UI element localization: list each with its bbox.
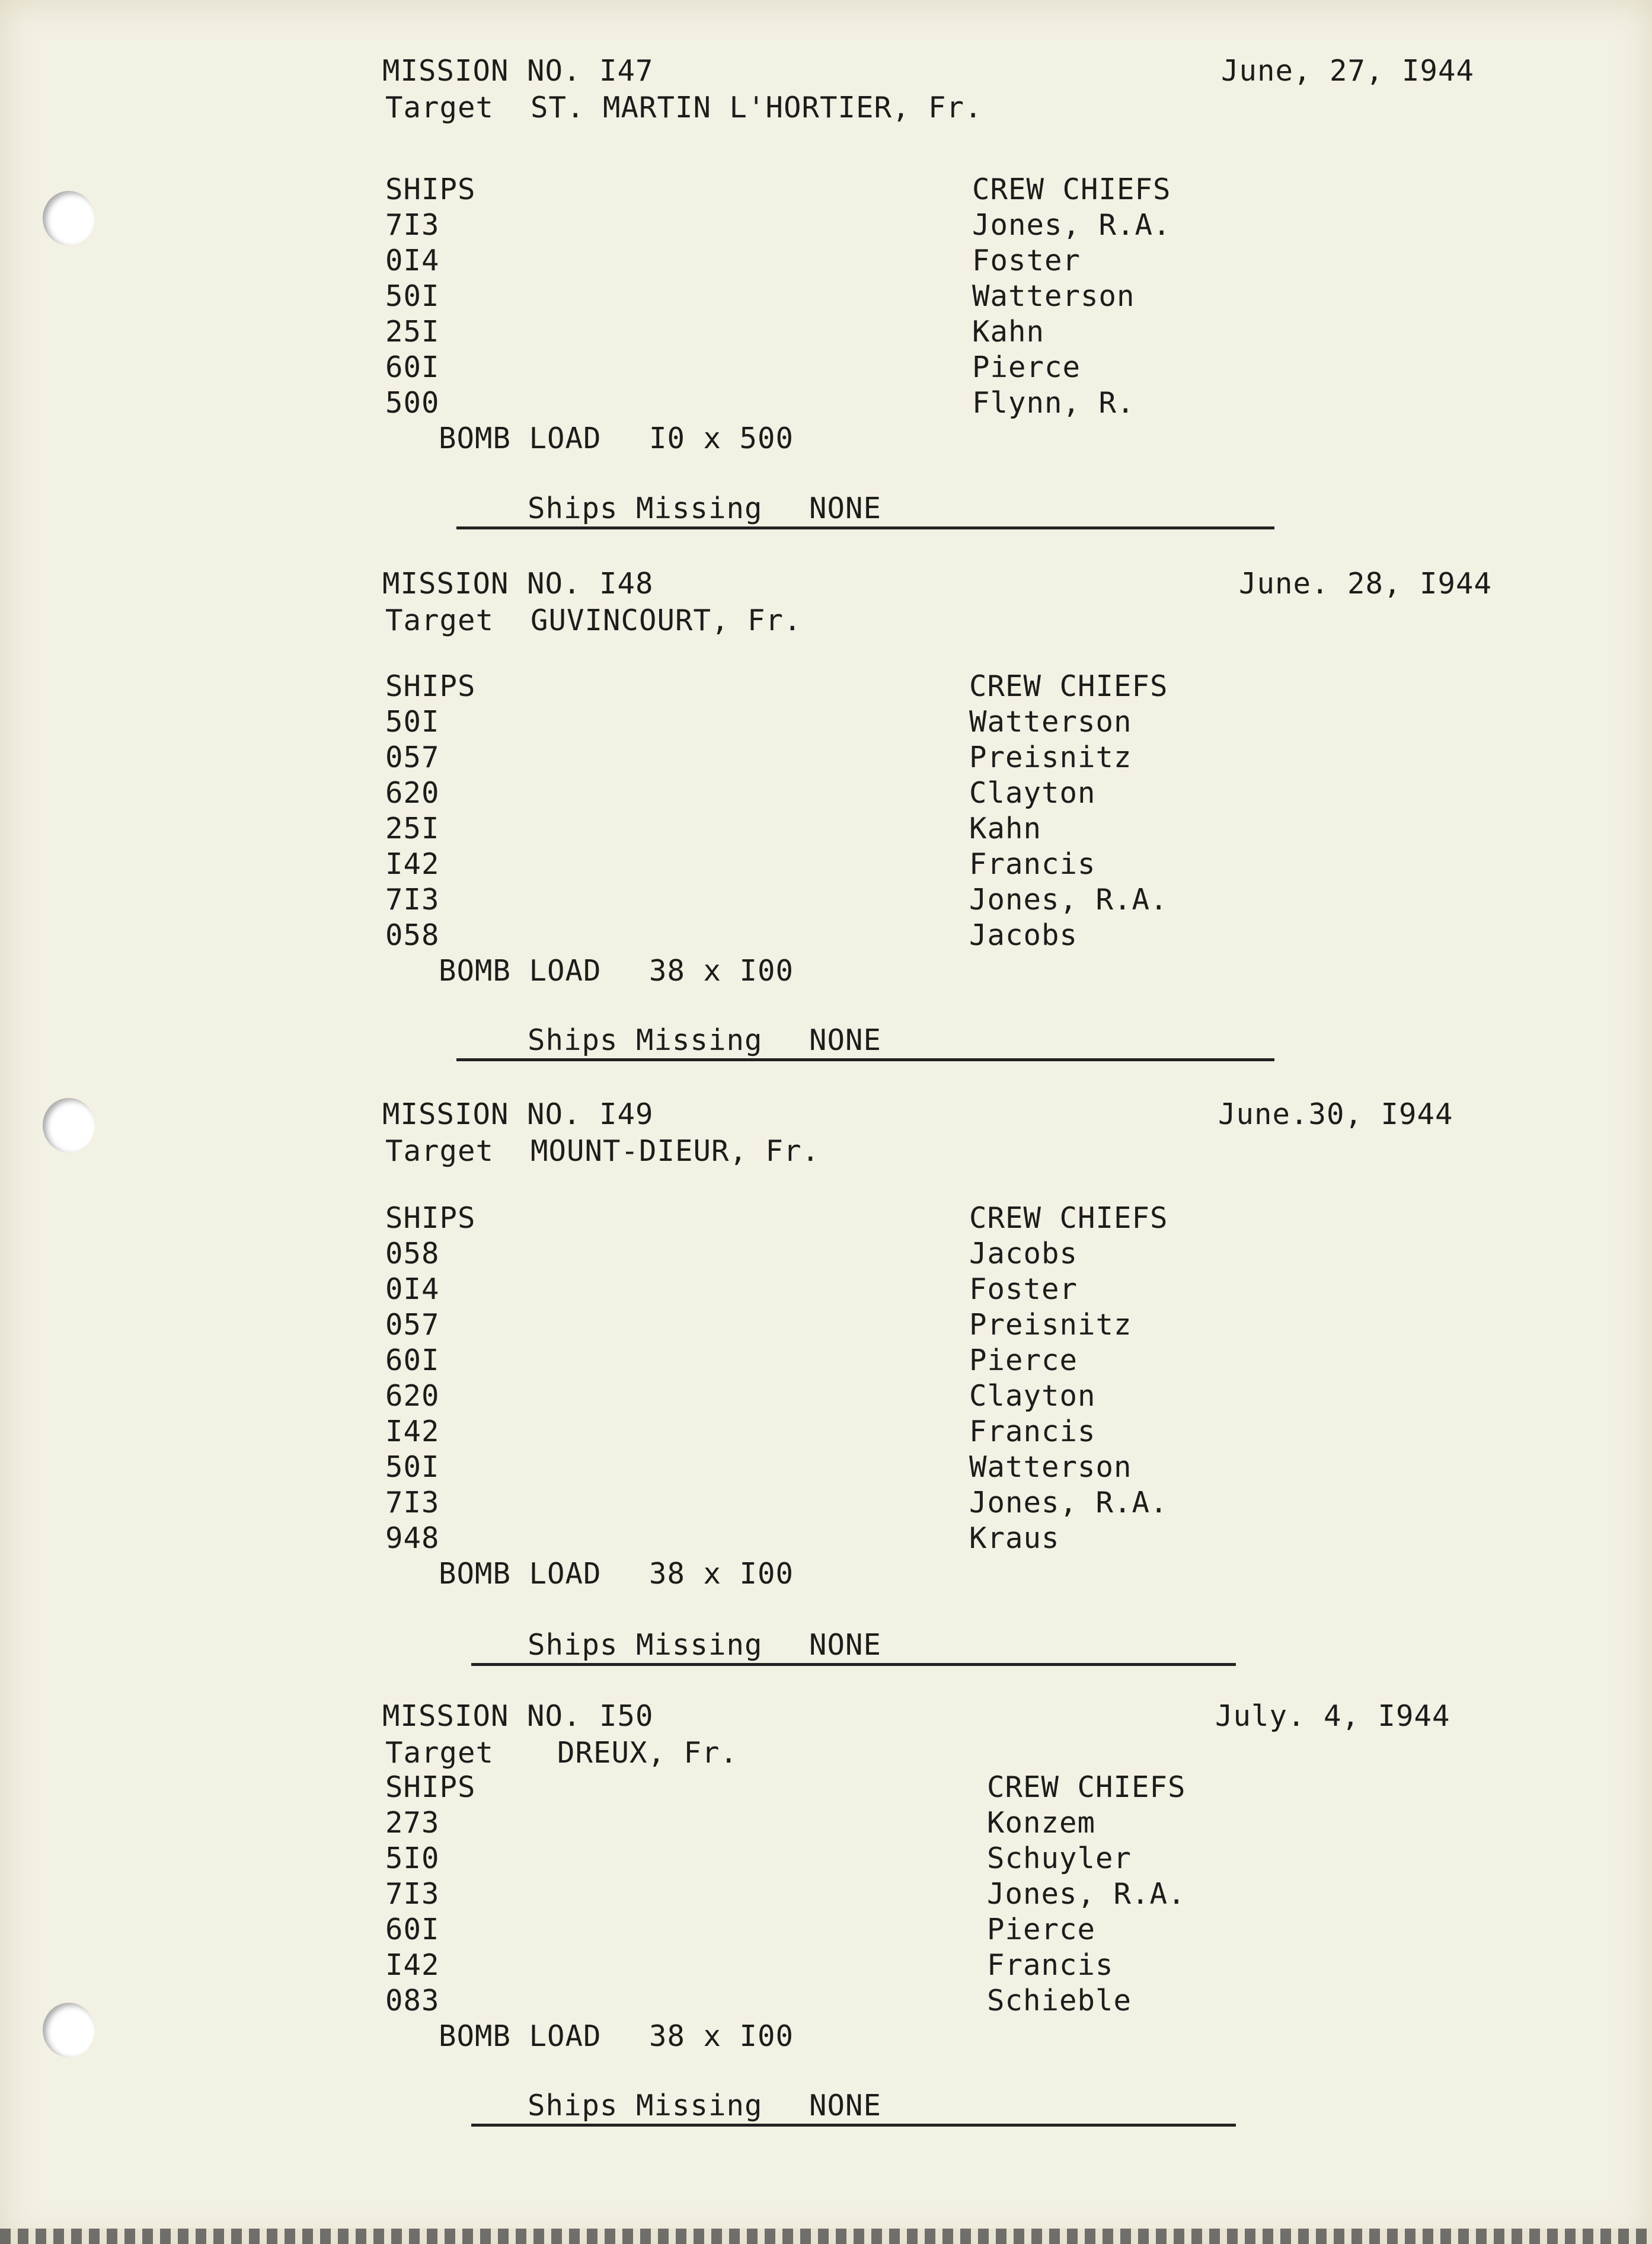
target-label: Target: [385, 91, 494, 125]
crew-chief-name: Konzem: [987, 1806, 1096, 1840]
crew-chief-name: Schieble: [987, 1984, 1132, 2018]
crew-chief-name: Foster: [972, 244, 1081, 277]
ship-number: 058: [385, 918, 440, 952]
crew-chief-name: Clayton: [969, 776, 1096, 810]
ship-number: 50I: [385, 705, 440, 739]
ship-number: 60I: [385, 1343, 440, 1377]
crew-chiefs-header: CREW CHIEFS: [972, 173, 1171, 206]
ship-number: 0I4: [385, 244, 440, 277]
crew-chief-name: Watterson: [969, 1450, 1132, 1484]
ship-number: I42: [385, 1415, 440, 1448]
ship-number: 057: [385, 1308, 440, 1342]
bomb-load-label: BOMB LOAD: [439, 2019, 602, 2053]
mission-date: June.30, I944: [1218, 1097, 1453, 1131]
crew-chief-name: Kraus: [969, 1521, 1060, 1555]
mission-number: MISSION NO. I49: [382, 1097, 654, 1131]
bomb-load-label: BOMB LOAD: [439, 1557, 602, 1591]
ship-number: 25I: [385, 315, 440, 349]
ships-missing-label: Ships Missing: [528, 491, 763, 525]
ship-number: 0I4: [385, 1272, 440, 1306]
mission-number: MISSION NO. I47: [382, 54, 654, 88]
section-rule: [471, 1663, 1236, 1666]
ships-missing-label: Ships Missing: [528, 1628, 763, 1662]
ship-number: 50I: [385, 1450, 440, 1484]
ships-missing-label: Ships Missing: [528, 2089, 763, 2122]
crew-chief-name: Pierce: [972, 350, 1081, 384]
binder-hole: [43, 2003, 95, 2057]
crew-chief-name: Francis: [969, 1415, 1096, 1448]
ship-number: 50I: [385, 279, 440, 313]
crew-chief-name: Foster: [969, 1272, 1078, 1306]
ships-header: SHIPS: [385, 173, 476, 206]
crew-chief-name: Jacobs: [969, 918, 1078, 952]
bomb-load-value: 38 x I00: [649, 2019, 794, 2053]
mission-number: MISSION NO. I48: [382, 567, 654, 601]
section-rule: [456, 526, 1274, 529]
ship-number: 60I: [385, 1913, 440, 1946]
ship-number: 948: [385, 1521, 440, 1555]
ship-number: 500: [385, 386, 440, 420]
target-value: GUVINCOURT, Fr.: [531, 604, 802, 637]
crew-chiefs-header: CREW CHIEFS: [987, 1770, 1186, 1804]
binder-hole: [43, 191, 95, 245]
target-value: MOUNT-DIEUR, Fr.: [531, 1134, 820, 1168]
crew-chief-name: Watterson: [969, 705, 1132, 739]
section-rule: [456, 1058, 1274, 1061]
mission-number: MISSION NO. I50: [382, 1699, 654, 1733]
ship-number: 7I3: [385, 208, 440, 242]
mission-date: July. 4, I944: [1215, 1699, 1450, 1733]
crew-chief-name: Kahn: [972, 315, 1045, 349]
bomb-load-value: 38 x I00: [649, 1557, 794, 1591]
crew-chief-name: Pierce: [969, 1343, 1078, 1377]
mission-date: June. 28, I944: [1239, 567, 1493, 601]
ship-number: 7I3: [385, 883, 440, 917]
target-value: ST. MARTIN L'HORTIER, Fr.: [531, 91, 983, 125]
crew-chief-name: Watterson: [972, 279, 1135, 313]
ship-number: 7I3: [385, 1877, 440, 1911]
page-edge: [0, 2229, 1652, 2244]
crew-chief-name: Jacobs: [969, 1237, 1078, 1271]
binder-hole: [43, 1098, 95, 1153]
crew-chief-name: Flynn, R.: [972, 386, 1135, 420]
ship-number: 7I3: [385, 1486, 440, 1520]
crew-chief-name: Schuyler: [987, 1841, 1132, 1875]
crew-chief-name: Jones, R.A.: [969, 883, 1168, 917]
crew-chief-name: Jones, R.A.: [972, 208, 1171, 242]
ship-number: 620: [385, 776, 440, 810]
crew-chief-name: Francis: [987, 1948, 1114, 1982]
crew-chiefs-header: CREW CHIEFS: [969, 669, 1168, 703]
target-label: Target: [385, 1134, 494, 1168]
crew-chief-name: Jones, R.A.: [969, 1486, 1168, 1520]
ship-number: I42: [385, 847, 440, 881]
crew-chief-name: Francis: [969, 847, 1096, 881]
target-label: Target: [385, 1736, 494, 1770]
ships-missing-value: NONE: [809, 2089, 882, 2122]
mission-date: June, 27, I944: [1221, 54, 1475, 88]
bomb-load-value: 38 x I00: [649, 954, 794, 988]
ship-number: 5I0: [385, 1841, 440, 1875]
ships-missing-value: NONE: [809, 1023, 882, 1057]
bomb-load-label: BOMB LOAD: [439, 422, 602, 455]
crew-chief-name: Clayton: [969, 1379, 1096, 1413]
bomb-load-value: I0 x 500: [649, 422, 794, 455]
ships-missing-label: Ships Missing: [528, 1023, 763, 1057]
target-value: DREUX, Fr.: [557, 1736, 739, 1770]
target-label: Target: [385, 604, 494, 637]
crew-chief-name: Jones, R.A.: [987, 1877, 1186, 1911]
ships-missing-value: NONE: [809, 1628, 882, 1662]
crew-chief-name: Kahn: [969, 812, 1042, 845]
crew-chief-name: Preisnitz: [969, 1308, 1132, 1342]
ship-number: 620: [385, 1379, 440, 1413]
ship-number: 083: [385, 1984, 440, 2018]
ship-number: 273: [385, 1806, 440, 1840]
ships-header: SHIPS: [385, 1201, 476, 1235]
bomb-load-label: BOMB LOAD: [439, 954, 602, 988]
section-rule: [471, 2124, 1236, 2127]
ship-number: 60I: [385, 350, 440, 384]
ships-missing-value: NONE: [809, 491, 882, 525]
ships-header: SHIPS: [385, 1770, 476, 1804]
crew-chief-name: Pierce: [987, 1913, 1096, 1946]
crew-chiefs-header: CREW CHIEFS: [969, 1201, 1168, 1235]
crew-chief-name: Preisnitz: [969, 740, 1132, 774]
ship-number: 058: [385, 1237, 440, 1271]
ship-number: 057: [385, 740, 440, 774]
ship-number: I42: [385, 1948, 440, 1982]
ship-number: 25I: [385, 812, 440, 845]
ships-header: SHIPS: [385, 669, 476, 703]
